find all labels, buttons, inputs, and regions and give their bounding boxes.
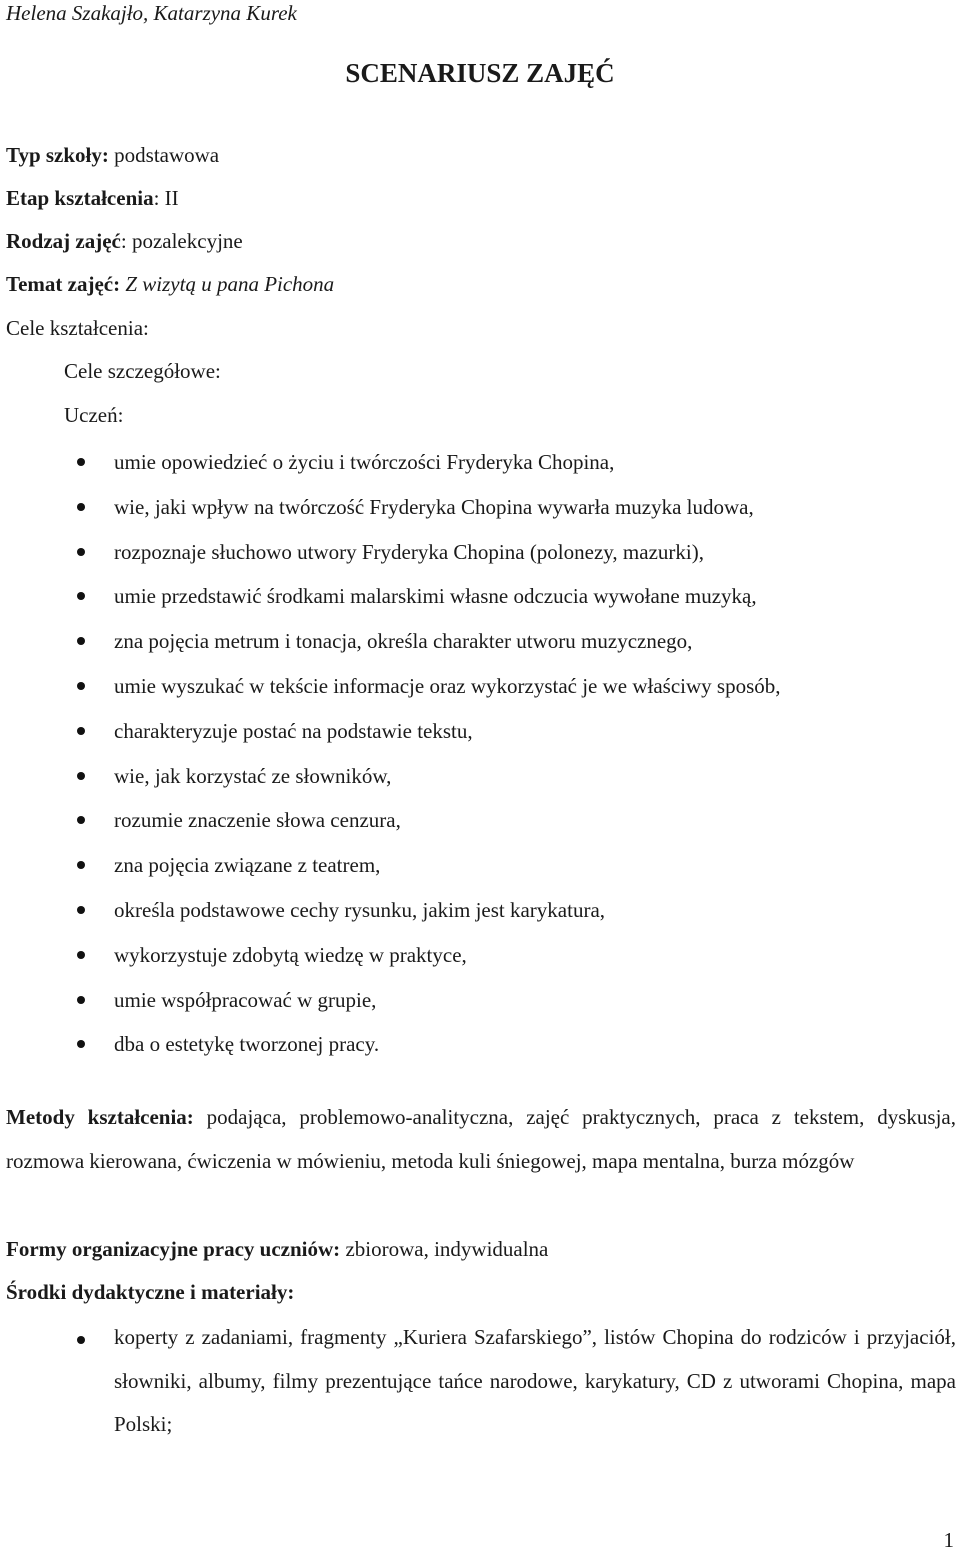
list-item <box>0 717 960 762</box>
topic-value: Z wizytą u pana Pichona <box>120 272 335 296</box>
objective-text: rozumie znaczenie słowa cenzura, <box>114 808 401 833</box>
objective-text: określa podstawowe cechy rysunku, jakim jest karykatura, <box>114 897 606 922</box>
goals-heading <box>6 315 149 341</box>
list-item <box>0 762 960 807</box>
school-type-line <box>6 142 219 168</box>
objective-text: wie, jaki wpływ na twórczość Fryderyka Chopina wywarła muzyka ludowa, <box>114 494 754 519</box>
objective-text: umie przedstawić środkami malarskimi własne odczucia wywołane muzyką, <box>114 584 757 609</box>
class-type-line <box>6 228 243 254</box>
list-item <box>0 1030 960 1075</box>
list-item <box>0 538 960 583</box>
objective-text: zna pojęcia metrum i tonacja, określa charakter utworu muzycznego, <box>114 629 693 654</box>
objective-text: wykorzystuje zdobytą wiedzę w praktyce, <box>114 942 467 967</box>
list-item <box>0 941 960 986</box>
goals-label: Cele kształcenia: <box>6 316 149 340</box>
list-item <box>0 582 960 627</box>
authors: Helena Szakajło, Katarzyna Kurek <box>6 1 297 25</box>
bullet-icon <box>77 772 85 780</box>
list-item <box>0 672 960 717</box>
bullet-icon <box>77 682 85 690</box>
document-title-text: SCENARIUSZ ZAJĘĆ <box>345 58 615 88</box>
education-stage-line <box>6 185 179 211</box>
objective-text: charakteryzuje postać na podstawie tekstu, <box>114 718 473 743</box>
objective-text: wie, jak korzystać ze słowników, <box>114 763 392 788</box>
objective-text: umie opowiedzieć o życiu i twórczości Fryderyka Chopina, <box>114 450 615 474</box>
list-item <box>0 851 960 896</box>
list-item <box>0 896 960 941</box>
list-item <box>0 448 960 493</box>
student-label: Uczeń: <box>64 403 124 427</box>
objective-text: zna pojęcia związane z teatrem, <box>114 853 381 878</box>
bullet-icon <box>77 951 85 959</box>
bullet-icon <box>77 996 85 1004</box>
methods-paragraph <box>6 1096 956 1183</box>
list-item <box>0 627 960 672</box>
education-stage-label: Etap kształcenia <box>6 186 154 210</box>
topic-line <box>6 271 334 297</box>
topic-label: Temat zajęć: <box>6 272 121 296</box>
methods-label: Metody kształcenia: <box>6 1105 194 1129</box>
list-item <box>0 986 960 1031</box>
bullet-icon <box>77 503 85 511</box>
list-item <box>0 806 960 851</box>
school-type-label: Typ szkoły: <box>6 143 109 167</box>
bullet-icon <box>77 458 85 466</box>
bullet-icon <box>77 592 85 600</box>
forms-text: zbiorowa, indywidualna <box>340 1237 549 1261</box>
objective-text: rozpoznaje słuchowo utwory Fryderyka Chopina (polonezy, mazurki), <box>114 539 704 564</box>
bullet-icon <box>77 816 85 824</box>
bullet-icon <box>77 548 85 556</box>
school-type-value: podstawowa <box>108 143 220 167</box>
list-item <box>0 493 960 538</box>
page-number: 1 <box>943 1528 954 1552</box>
objective-text: umie wyszukać w tekście informacje oraz wykorzystać je we właściwy sposób, <box>114 673 781 698</box>
objective-text: dba o estetykę tworzonej pracy. <box>114 1032 380 1057</box>
bullet-icon <box>77 637 85 645</box>
forms-line <box>6 1236 548 1262</box>
bullet-icon <box>77 906 85 914</box>
document-title <box>0 58 960 89</box>
bullet-icon <box>77 1336 85 1344</box>
bullet-icon <box>77 1040 85 1048</box>
materials-heading <box>6 1279 294 1305</box>
class-type-value: : pozalekcyjne <box>120 229 243 253</box>
objectives-list <box>0 448 960 1075</box>
objective-text: umie współpracować w grupie, <box>114 987 377 1012</box>
detailed-goals-heading: Cele szczegółowe: <box>64 359 221 383</box>
methods-text: podająca, problemowo-analityczna, zajęć praktycznych, praca z tekstem, dyskusja, rozmowa kierowana, ćwiczenia w mówieniu, metoda kuli śniegowej, mapa mentalna, burza mózgów <box>6 1105 956 1173</box>
materials-text: koperty z zadaniami, fragmenty „Kuriera Szafarskiego”, listów Chopina do rodziców i przyjaciół, słowniki, albumy, filmy prezentujące tańce narodowe, karykatury, CD z utworami Chopina, mapa Polski; <box>114 1325 956 1436</box>
class-type-label: Rodzaj zajęć <box>6 229 121 253</box>
materials-label: Środki dydaktyczne i materiały: <box>6 1280 295 1304</box>
bullet-icon <box>77 727 85 735</box>
education-stage-value: : II <box>153 186 179 210</box>
forms-label: Formy organizacyjne pracy uczniów: <box>6 1237 341 1261</box>
bullet-icon <box>77 861 85 869</box>
